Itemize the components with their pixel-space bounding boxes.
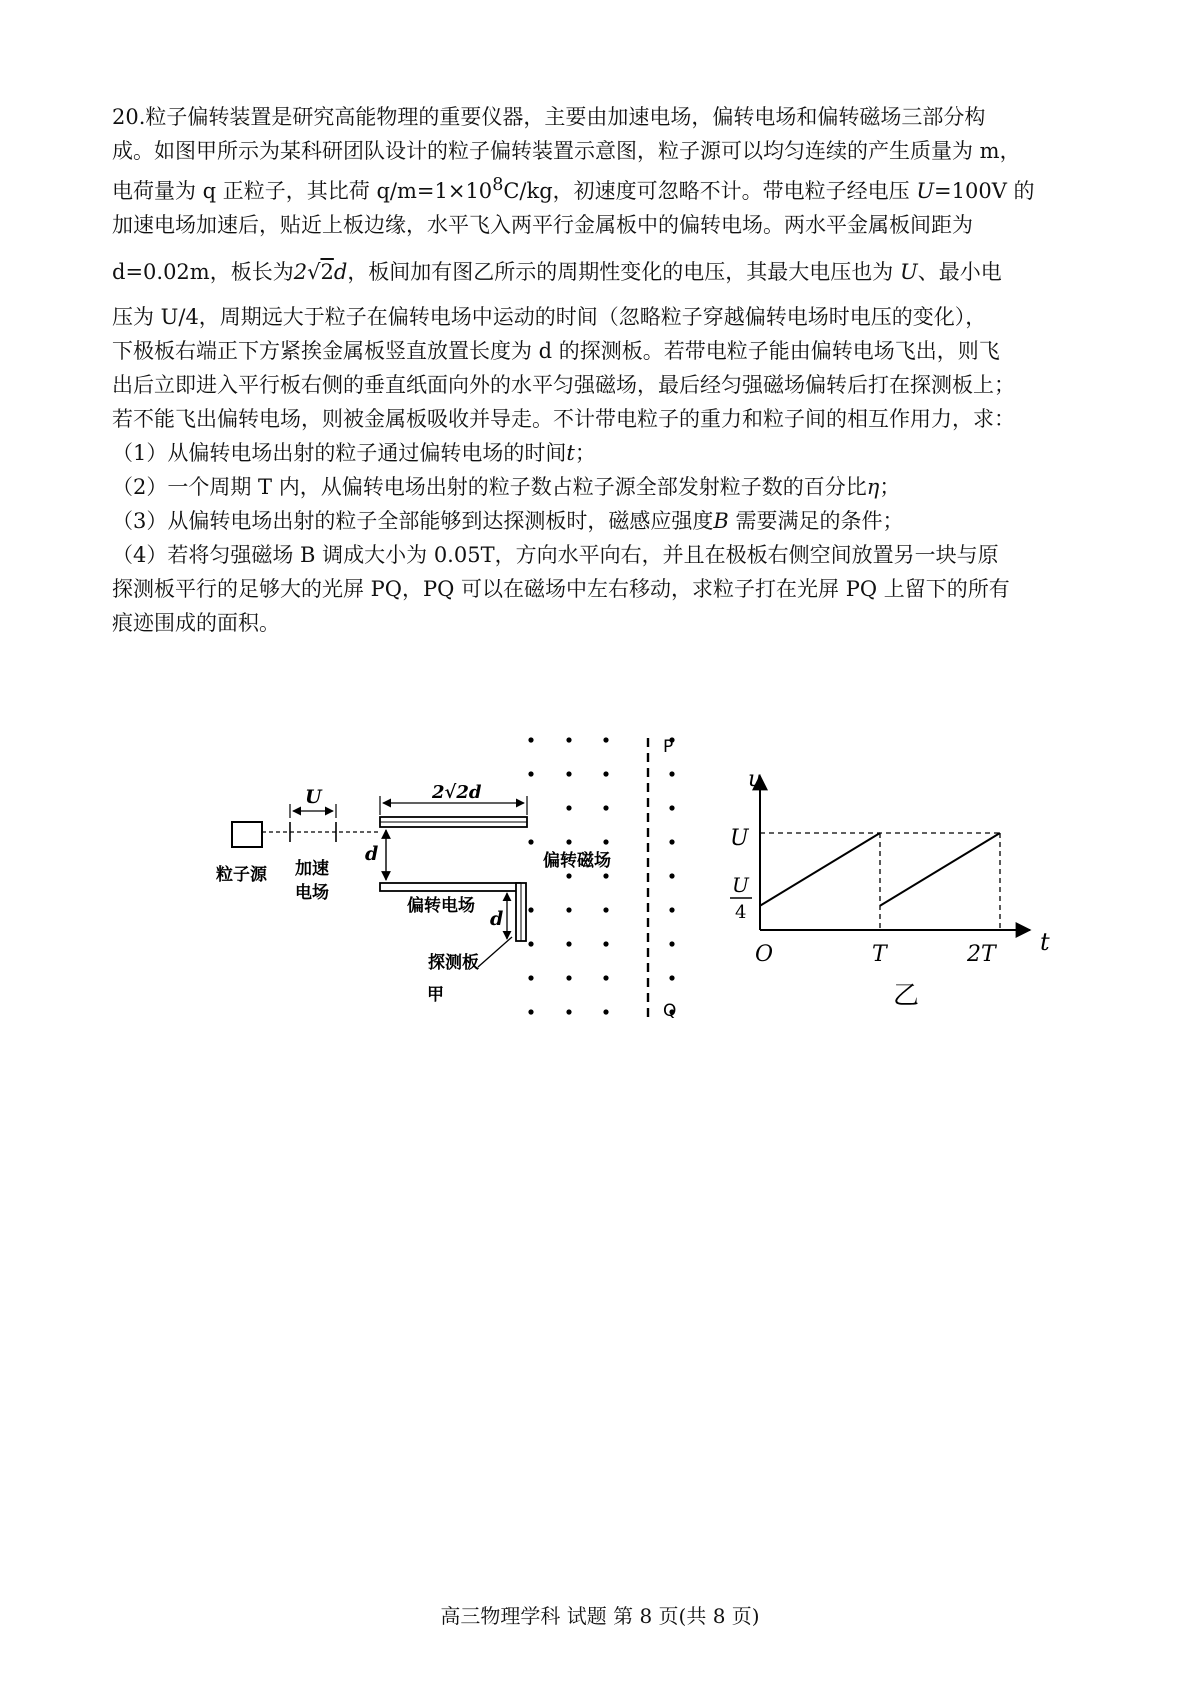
question-2-text: （2）一个周期 T 内，从偏转电场出射的粒子数占粒子源全部发射粒子数的百分比 <box>112 475 867 499</box>
magnetic-field-label: 偏转磁场 <box>543 851 611 871</box>
figure-b-caption: 乙 <box>893 981 920 1011</box>
voltage-ramp-1 <box>760 833 880 906</box>
t-axis-label: t <box>1040 928 1050 956</box>
voltage-ramp-2 <box>880 833 1000 906</box>
problem-line-4: 加速电场加速后，贴近上板边缘，水平飞入两平行金属板中的偏转电场。两水平金属板间距为 <box>112 213 973 237</box>
exponent-8: 8 <box>492 175 504 195</box>
tick-label-t: T <box>872 942 887 967</box>
tick-label-u: U <box>730 826 749 851</box>
tick-label-2t: 2T <box>967 942 996 967</box>
detector-length-label: d <box>490 908 504 930</box>
page-footer: 高三物理学科 试题 第 8 页(共 8 页) <box>440 1604 760 1628</box>
b-symbol: B <box>713 509 729 533</box>
tick-label-u4-denominator: 4 <box>735 902 747 923</box>
detector-label: 探测板 <box>428 953 479 973</box>
time-symbol: t <box>566 441 575 465</box>
deflection-field-label: 偏转电场 <box>407 896 475 916</box>
screen-q-label: Q <box>663 1001 677 1021</box>
accel-field-label-1: 加速 <box>295 859 329 879</box>
line-5-part-c: 、最小电 <box>917 260 1002 284</box>
problem-line-6: 压为 U/4，周期远大于粒子在偏转电场中运动的时间（忽略粒子穿越偏转电场时电压的变化）， <box>112 305 987 329</box>
u-axis-label: u <box>748 767 763 792</box>
line-5-part-b: ，板间加有图乙所示的周期性变化的电压，其最大电压也为 <box>347 260 900 284</box>
question-2-end: ； <box>879 475 901 499</box>
question-4-line-1: （4）若将匀强磁场 B 调成大小为 0.05T，方向水平向右，并且在极板右侧空间放置另一块与原 <box>112 543 999 567</box>
tick-label-u4-numerator: U <box>732 873 749 897</box>
line-5-part-a: d=0.02m，板长为 <box>112 260 294 284</box>
accel-field-label-2: 电场 <box>295 883 329 903</box>
particle-source-label: 粒子源 <box>216 865 267 885</box>
line-3-part-b: C/kg，初速度可忽略不计。带电粒子经电压 <box>503 179 917 203</box>
question-1-text: （1）从偏转电场出射的粒子通过偏转电场的时间 <box>112 441 567 465</box>
question-4-line-2: 探测板平行的足够大的光屏 PQ，PQ 可以在磁场中左右移动，求粒子打在光屏 PQ 上留下的所有 <box>112 577 1010 601</box>
formula-d: d <box>333 260 348 284</box>
plate-length-formula: 2√2d <box>293 260 348 284</box>
problem-line-1: 20.粒子偏转装置是研究高能物理的重要仪器，主要由加速电场，偏转电场和偏转磁场三部分构 <box>112 105 986 129</box>
problem-line-7: 下极板右端正下方紧挨金属板竖直放置长度为 d 的探测板。若带电粒子能由偏转电场飞出，则飞 <box>112 339 1000 363</box>
screen-p-label: P <box>663 737 674 757</box>
accel-voltage-label: U <box>305 786 322 808</box>
formula-coefficient: 2 <box>293 260 308 284</box>
formula-radicand: 2 <box>320 260 334 284</box>
voltage-symbol: U <box>916 179 935 203</box>
tick-label-origin: O <box>755 942 774 967</box>
problem-line-2: 成。如图甲所示为某科研团队设计的粒子偏转装置示意图，粒子源可以均匀连续的产生质量为 m， <box>112 139 1021 163</box>
plate-gap-label: d <box>365 843 379 865</box>
question-3-end: 需要满足的条件； <box>728 509 904 533</box>
problem-line-8: 出后立即进入平行板右侧的垂直纸面向外的水平匀强磁场，最后经匀强磁场偏转后打在探测板上； <box>112 373 1015 397</box>
question-3-text: （3）从偏转电场出射的粒子全部能够到达探测板时，磁感应强度 <box>112 509 714 533</box>
line-3-part-c: =100V 的 <box>934 179 1035 203</box>
plate-length-label: 2√2d <box>432 782 482 803</box>
question-1-end: ； <box>574 441 596 465</box>
question-4-line-3: 痕迹围成的面积。 <box>112 611 280 635</box>
problem-line-9: 若不能飞出偏转电场，则被金属板吸收并导走。不计带电粒子的重力和粒子间的相互作用力，求： <box>112 407 1015 431</box>
max-voltage-symbol: U <box>900 260 918 284</box>
eta-symbol: η <box>866 475 880 499</box>
figure-a-caption: 甲 <box>427 985 444 1005</box>
line-3-part-a: 电荷量为 q 正粒子，其比荷 q/m=1×10 <box>112 179 493 203</box>
